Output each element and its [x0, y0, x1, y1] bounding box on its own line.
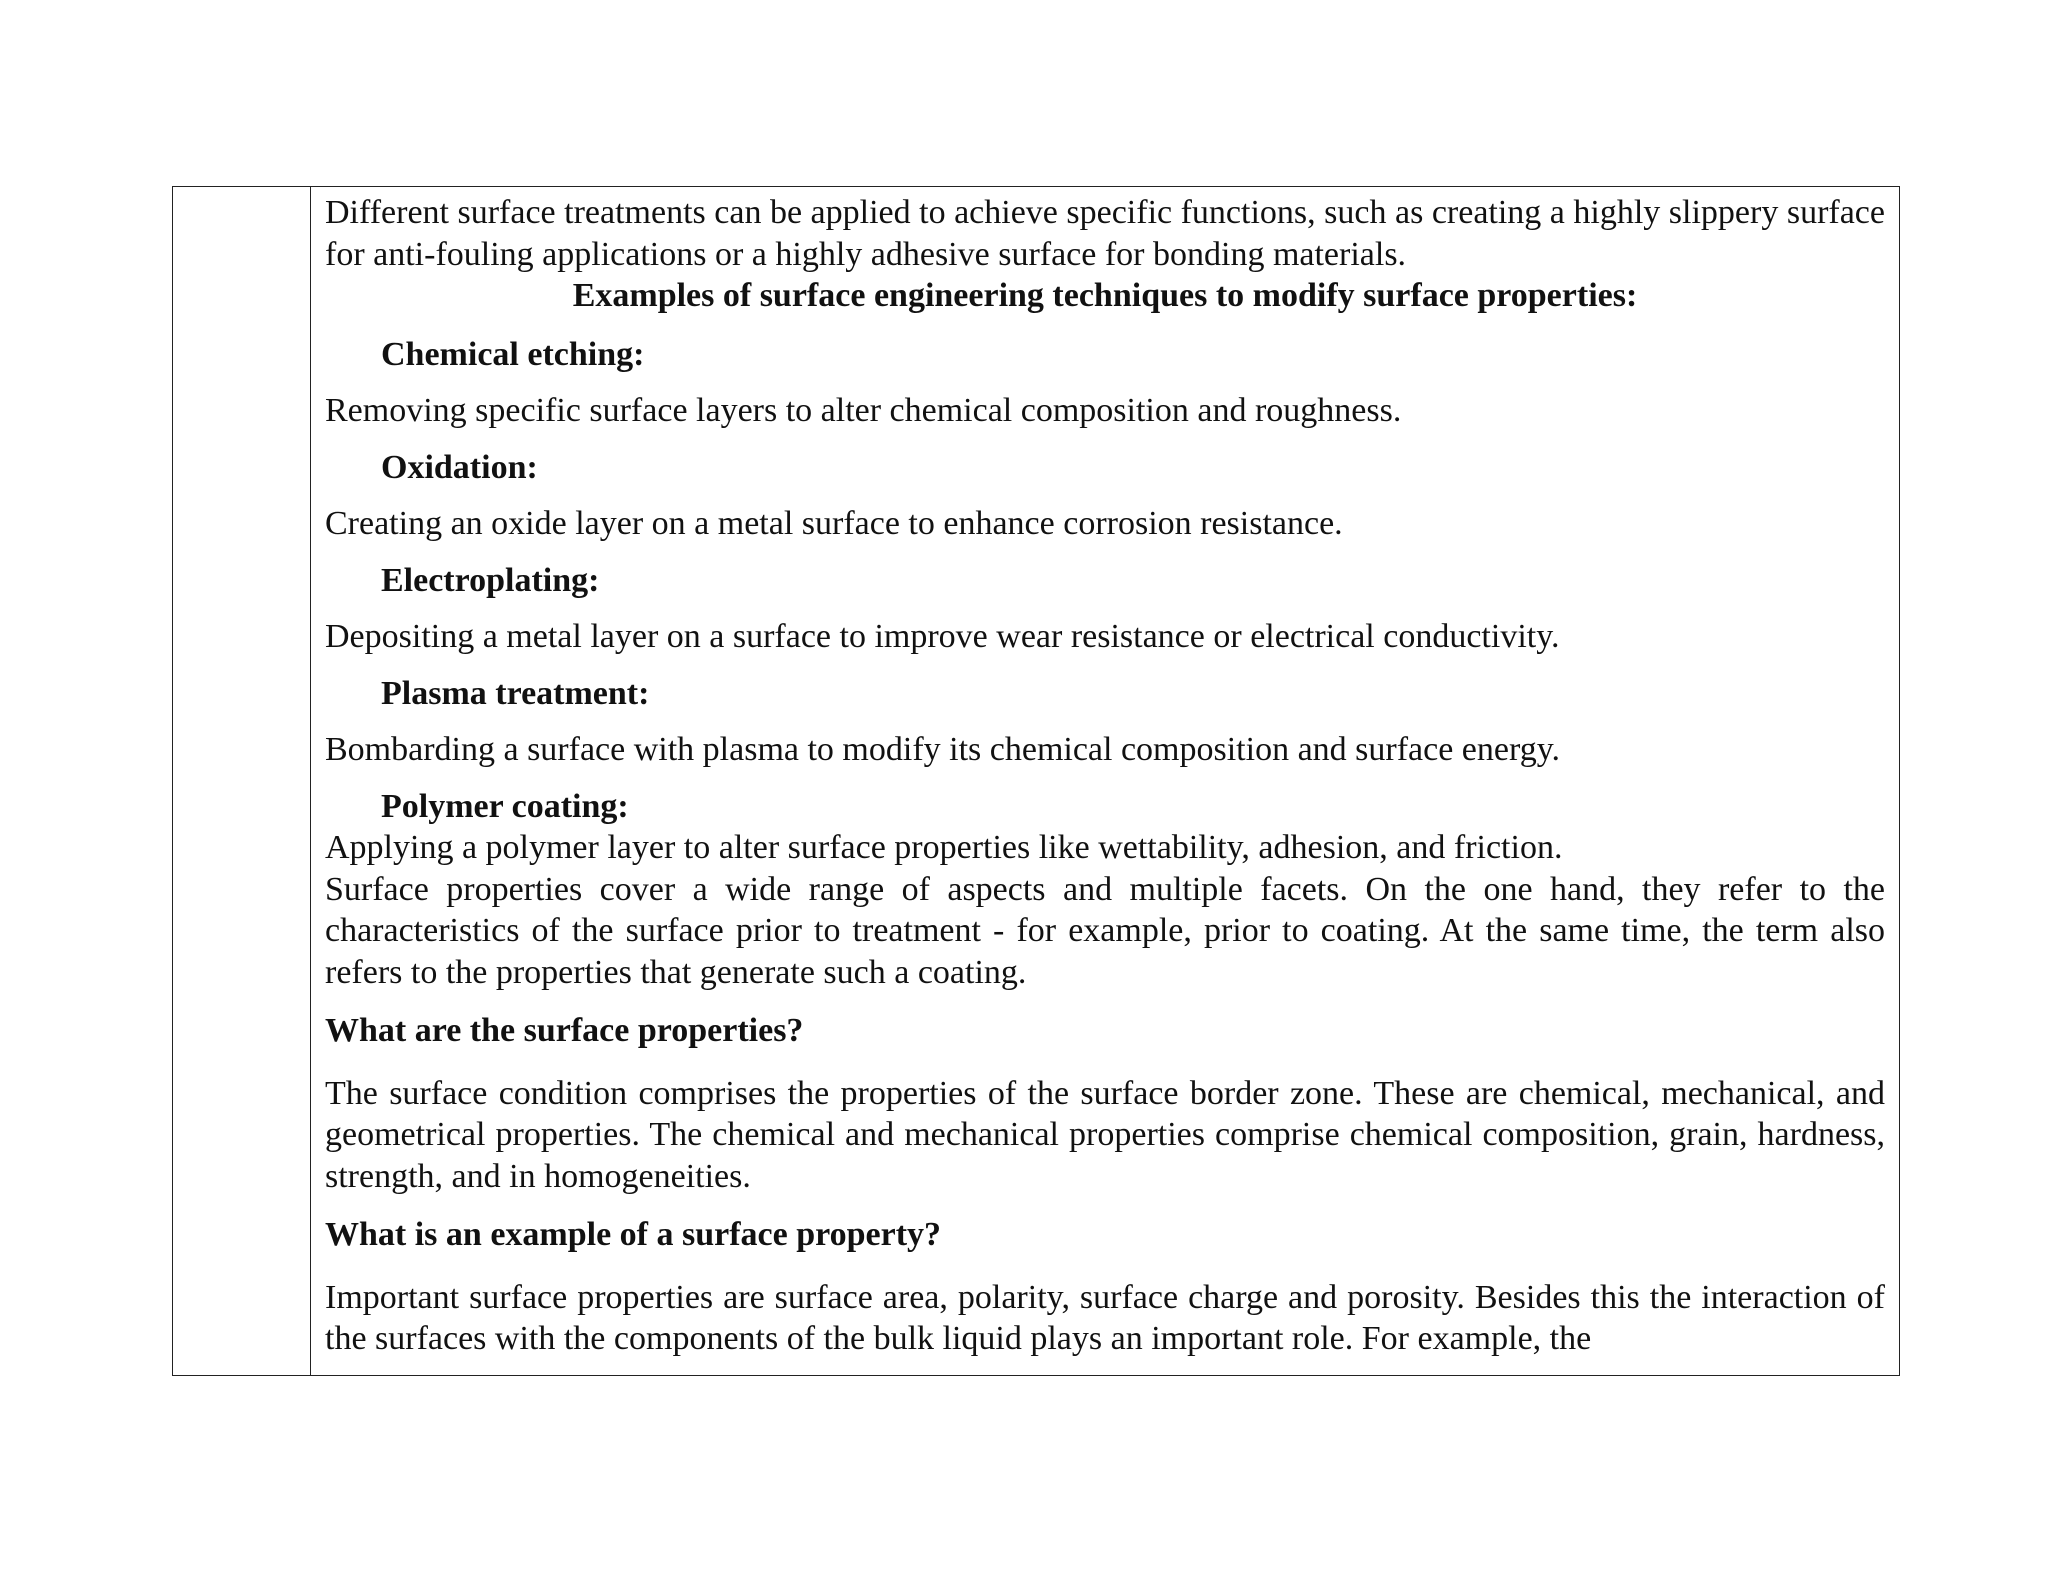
technique-description-polymer-coating: Applying a polymer layer to alter surface properties like wettability, adhesion, and friction.	[325, 829, 1563, 866]
intro-paragraph: Different surface treatments can be applied to achieve specific functions, such as creating a highly slippery surface for anti-fouling applications or a highly adhesive surface for bonding materials.	[325, 194, 1885, 273]
surface-properties-paragraph: Surface properties cover a wide range of aspects and multiple facets. On the one hand, they refer to the characteristics of the surface prior to treatment - for example, prior to coating. At the same time, the term also refers to the properties that generate such a coating.	[325, 870, 1885, 991]
technique-description-plasma-treatment: Bombarding a surface with plasma to modify its chemical composition and surface energy.	[325, 731, 1560, 768]
technique-title-polymer-coating: Polymer coating:	[381, 787, 629, 825]
question-heading-2: What is an example of a surface property?	[325, 1216, 942, 1253]
answer-paragraph-2: Important surface properties are surface area, polarity, surface charge and porosity. Besides this the interaction of the surfaces with the components of the bulk liquid plays an important role. For example, the	[325, 1278, 1885, 1357]
technique-title-electroplating: Electroplating:	[381, 561, 600, 599]
technique-title-plasma-treatment: Plasma treatment:	[381, 674, 650, 712]
technique-description-electroplating: Depositing a metal layer on a surface to improve wear resistance or electrical conductivity.	[325, 618, 1560, 655]
content-table	[172, 186, 1900, 1376]
answer-paragraph-1: The surface condition comprises the properties of the surface border zone. These are chemical, mechanical, and geometrical properties. The chemical and mechanical properties comprise chemical composition, grain, hardness, strength, and in homogeneities.	[325, 1074, 1885, 1195]
table-left-cell	[173, 187, 311, 1375]
technique-description-chemical-etching: Removing specific surface layers to alter chemical composition and roughness.	[325, 392, 1402, 429]
question-heading-1: What are the surface properties?	[325, 1012, 804, 1049]
examples-heading: Examples of surface engineering techniques to modify surface properties:	[572, 277, 1638, 314]
technique-description-oxidation: Creating an oxide layer on a metal surface to enhance corrosion resistance.	[325, 505, 1343, 542]
technique-title-chemical-etching: Chemical etching:	[381, 335, 645, 373]
table-right-cell	[311, 187, 1899, 1375]
technique-title-oxidation: Oxidation:	[381, 448, 538, 486]
